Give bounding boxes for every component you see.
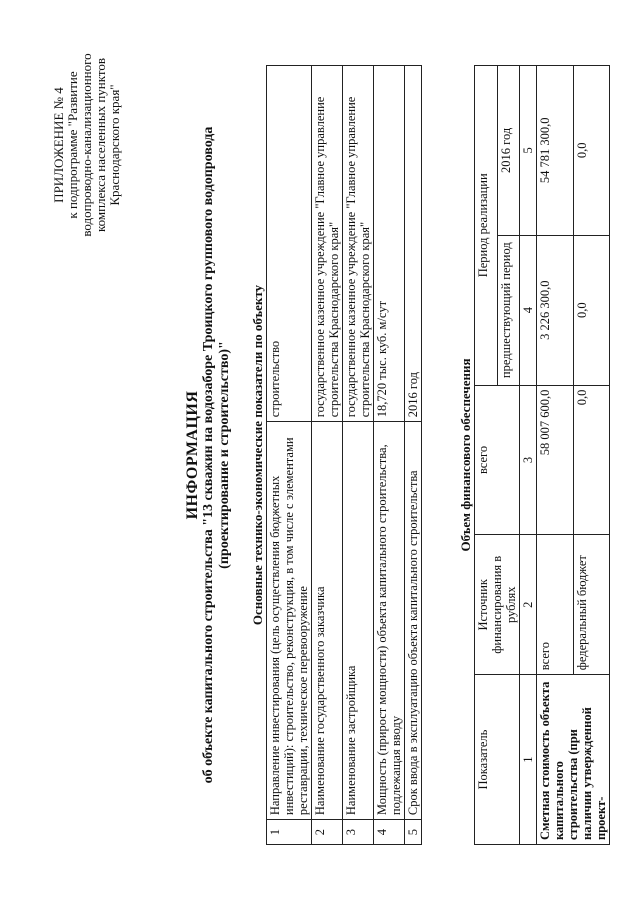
col-total-header: всего [475, 385, 520, 535]
appendix-block [52, 25, 122, 265]
source-cell: федеральный бюджет [573, 535, 610, 675]
tech-heading: Основные технико-экономические показатели по объекту [250, 65, 267, 845]
year-cell: 0,0 [573, 66, 610, 236]
row-number: 4 [374, 820, 405, 845]
col-indicator-header: Показатель [475, 675, 520, 845]
document-title [185, 105, 233, 805]
row-number: 2 [312, 820, 343, 845]
column-numbers-row [520, 66, 537, 845]
prev-cell: 3 226 300,0 [537, 235, 574, 385]
table-row [267, 66, 312, 845]
col-number: 3 [520, 385, 537, 535]
total-cell: 0,0 [573, 385, 610, 535]
col-number: 2 [520, 535, 537, 675]
col-year-header: 2016 год [497, 66, 520, 236]
source-cell: всего [537, 535, 574, 675]
row-number: 3 [343, 820, 374, 845]
title-main: ИНФОРМАЦИЯ [184, 390, 201, 520]
row-value: государственное казенное учреждение "Главное управление строительства Краснодарского края" [312, 66, 343, 422]
row-value: 2016 год [405, 66, 422, 422]
row-label: Направление инвестирования (цель осуществления бюджетных инвестиций): строительство, реконструкция, в том числе с элементами реставрации, техническое перевооружение [267, 422, 312, 820]
col-number: 5 [520, 66, 537, 236]
year-cell: 54 781 300,0 [537, 66, 574, 236]
table-row [537, 66, 574, 845]
table-header-row [475, 66, 498, 845]
appendix-line-4: комплекса населенных пунктов [93, 57, 108, 233]
appendix-line-5: Краснодарского края" [107, 84, 122, 206]
row-value: 18,720 тыс. куб. м/сут [374, 66, 405, 422]
tech-table [266, 65, 422, 845]
appendix-line-2: к подпрограмме "Развитие [65, 71, 80, 219]
row-label: Мощность (прирост мощности) объекта капитального строительства, подлежащая вводу [374, 422, 405, 820]
finance-table [474, 65, 610, 845]
prev-cell: 0,0 [573, 235, 610, 385]
row-label: Срок ввода в эксплуатацию объекта капитального строительства [405, 422, 422, 820]
col-number: 4 [520, 235, 537, 385]
col-source-header: Источник финансирования в рублях [475, 535, 520, 675]
row-label: Наименование государственного заказчика [312, 422, 343, 820]
table-row [343, 66, 374, 845]
row-number: 1 [267, 820, 312, 845]
appendix-line-3: водопроводно-канализационного [79, 53, 94, 237]
col-number: 1 [520, 675, 537, 845]
row-value: государственное казенное учреждение "Главное управление строительства Краснодарского края" [343, 66, 374, 422]
col-period-header: Период реализации [475, 66, 498, 386]
indicator-cell: Сметная стоимость объекта капитального строительства (при наличии утвержденной проект- [537, 675, 610, 845]
row-value: строительство [267, 66, 312, 422]
title-line-2: (проектирование и строительство)" [217, 341, 232, 569]
col-prev-header: предшествующий период [497, 235, 520, 385]
finance-heading: Объем финансового обеспечения [458, 358, 473, 552]
table-row [405, 66, 422, 845]
row-number: 5 [405, 820, 422, 845]
row-label: Наименование застройщика [343, 422, 374, 820]
appendix-line-1: ПРИЛОЖЕНИЕ № 4 [51, 87, 66, 203]
table-row [374, 66, 405, 845]
table-row [312, 66, 343, 845]
total-cell: 58 007 600,0 [537, 385, 574, 535]
title-line-1: об объекте капитального строительства "13 скважин на водозаборе Троицкого группового водопровода [201, 126, 216, 784]
